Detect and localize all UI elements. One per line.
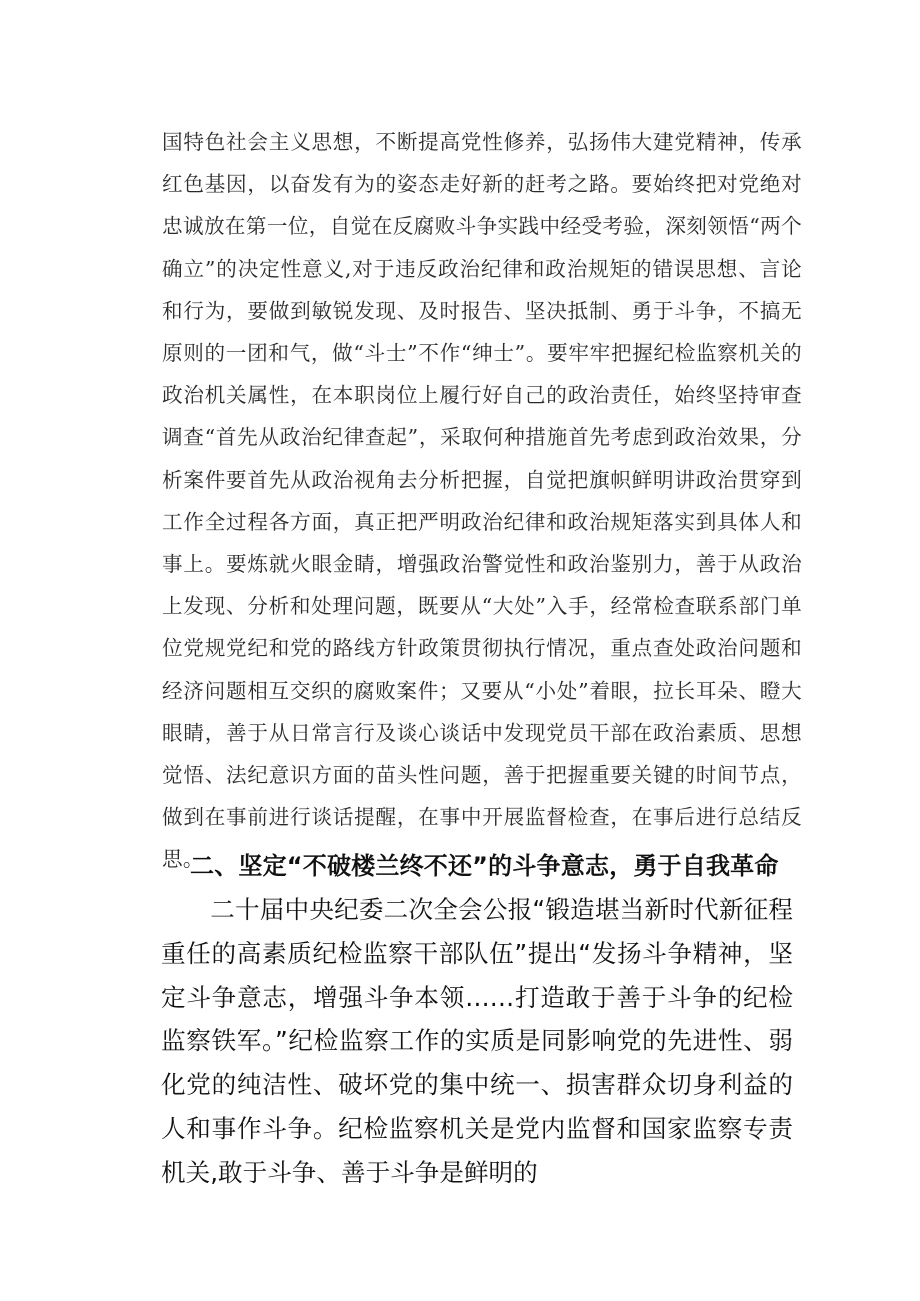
section-heading: 二、坚定“不破楼兰终不还”的斗争意志，勇于自我革命 [190,852,779,880]
body-paragraph-2: 二十届中央纪委二次全会公报“锻造堪当新时代新征程重任的高素质纪检监察干部队伍”提出“发扬斗争精神，坚定斗争意志，增强斗争本领……打造敢于善于斗争的纪检监察铁军。”纪检监察工作的实质是同影响党的先进性、弱化党的纯洁性、破坏党的集中统一、损害群众切身利益的人和事作斗争。纪检监察机关是党内监督和国家监察专责机关,敢于斗争、善于斗争是鲜明的 [161,895,793,1187]
body-paragraph-1: 国特色社会主义思想，不断提高党性修养，弘扬伟大建党精神，传承红色基因，以奋发有为的姿态走好新的赶考之路。要始终把对党绝对忠诚放在第一位，自觉在反腐败斗争实践中经受考验，深刻领悟“两个确立”的决定性意义,对于违反政治纪律和政治规矩的错误思想、言论和行为，要做到敏锐发现、及时报告、坚决抵制、勇于斗争，不搞无原则的一团和气，做“斗士”不作“绅士”。要牢牢把握纪检监察机关的政治机关属性，在本职岗位上履行好自己的政治责任，始终坚持审查调查“首先从政治纪律查起”，采取何种措施首先考虑到政治效果，分析案件要首先从政治视角去分析把握，自觉把旗帜鲜明讲政治贯穿到工作全过程各方面，真正把严明政治纪律和政治规矩落实到具体人和事上。要炼就火眼金睛，增强政治警觉性和政治鉴别力，善于从政治上发现、分析和处理问题，既要从“大处”入手，经常检查联系部门单位党规党纪和党的路线方针政策贯彻执行情况，重点查处政治问题和经济问题相互交织的腐败案件；又要从“小处”着眼，拉长耳朵、瞪大眼睛，善于从日常言行及谈心谈话中发现党员干部在政治素质、思想觉悟、法纪意识方面的苗头性问题，善于把握重要关键的时间节点，做到在事前进行谈话提醒，在事中开展监督检查，在事后进行总结反思。 [162,130,802,872]
